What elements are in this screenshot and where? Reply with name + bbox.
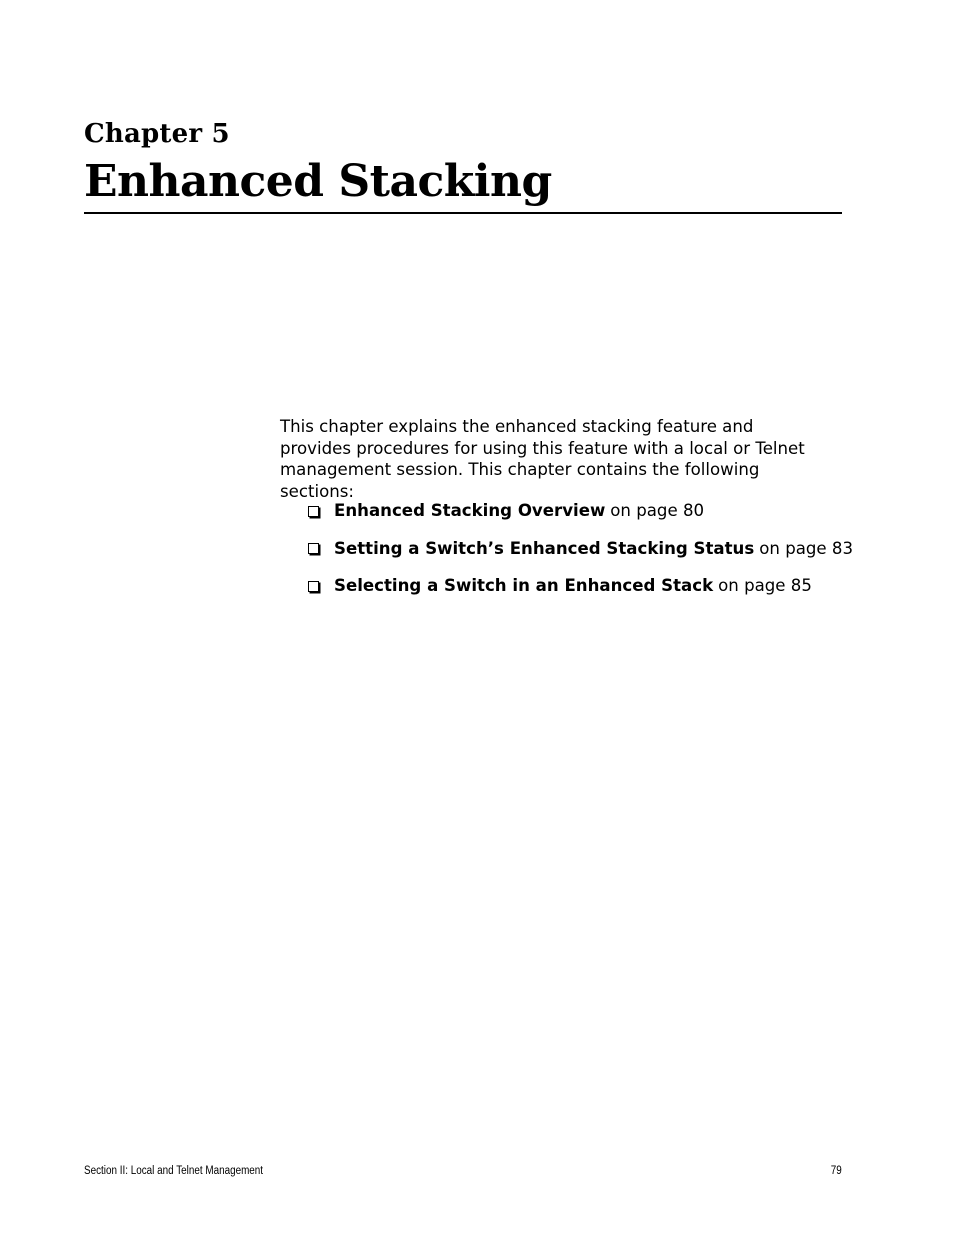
checkbox-icon <box>308 543 319 554</box>
section-link-selecting-switch[interactable]: Selecting a Switch in an Enhanced Stack <box>334 576 714 595</box>
footer-page-number: 79 <box>830 1165 842 1177</box>
section-page-reference: on page 85 <box>718 576 812 595</box>
page-title: Enhanced Stacking <box>84 156 552 207</box>
section-page-reference: on page 80 <box>610 501 705 520</box>
section-page-reference: on page 83 <box>759 538 854 558</box>
intro-paragraph: This chapter explains the enhanced stacking feature and provides procedures for using this feature with a local or Telnet management session. This chapter contains the following sections: <box>280 417 805 501</box>
footer-section-title: Section II: Local and Telnet Management <box>84 1165 264 1177</box>
section-link-enhanced-stacking-overview[interactable]: Enhanced Stacking Overview <box>334 501 606 520</box>
list-item <box>308 575 853 596</box>
section-list <box>308 500 853 613</box>
checkbox-icon <box>308 581 319 592</box>
chapter-label: Chapter 5 <box>84 119 230 149</box>
list-item <box>308 538 853 559</box>
checkbox-icon <box>308 506 319 517</box>
list-item <box>308 500 853 521</box>
section-link-setting-stacking-status[interactable]: Setting a Switch’s Enhanced Stacking Status <box>334 538 755 558</box>
title-divider <box>84 212 842 214</box>
